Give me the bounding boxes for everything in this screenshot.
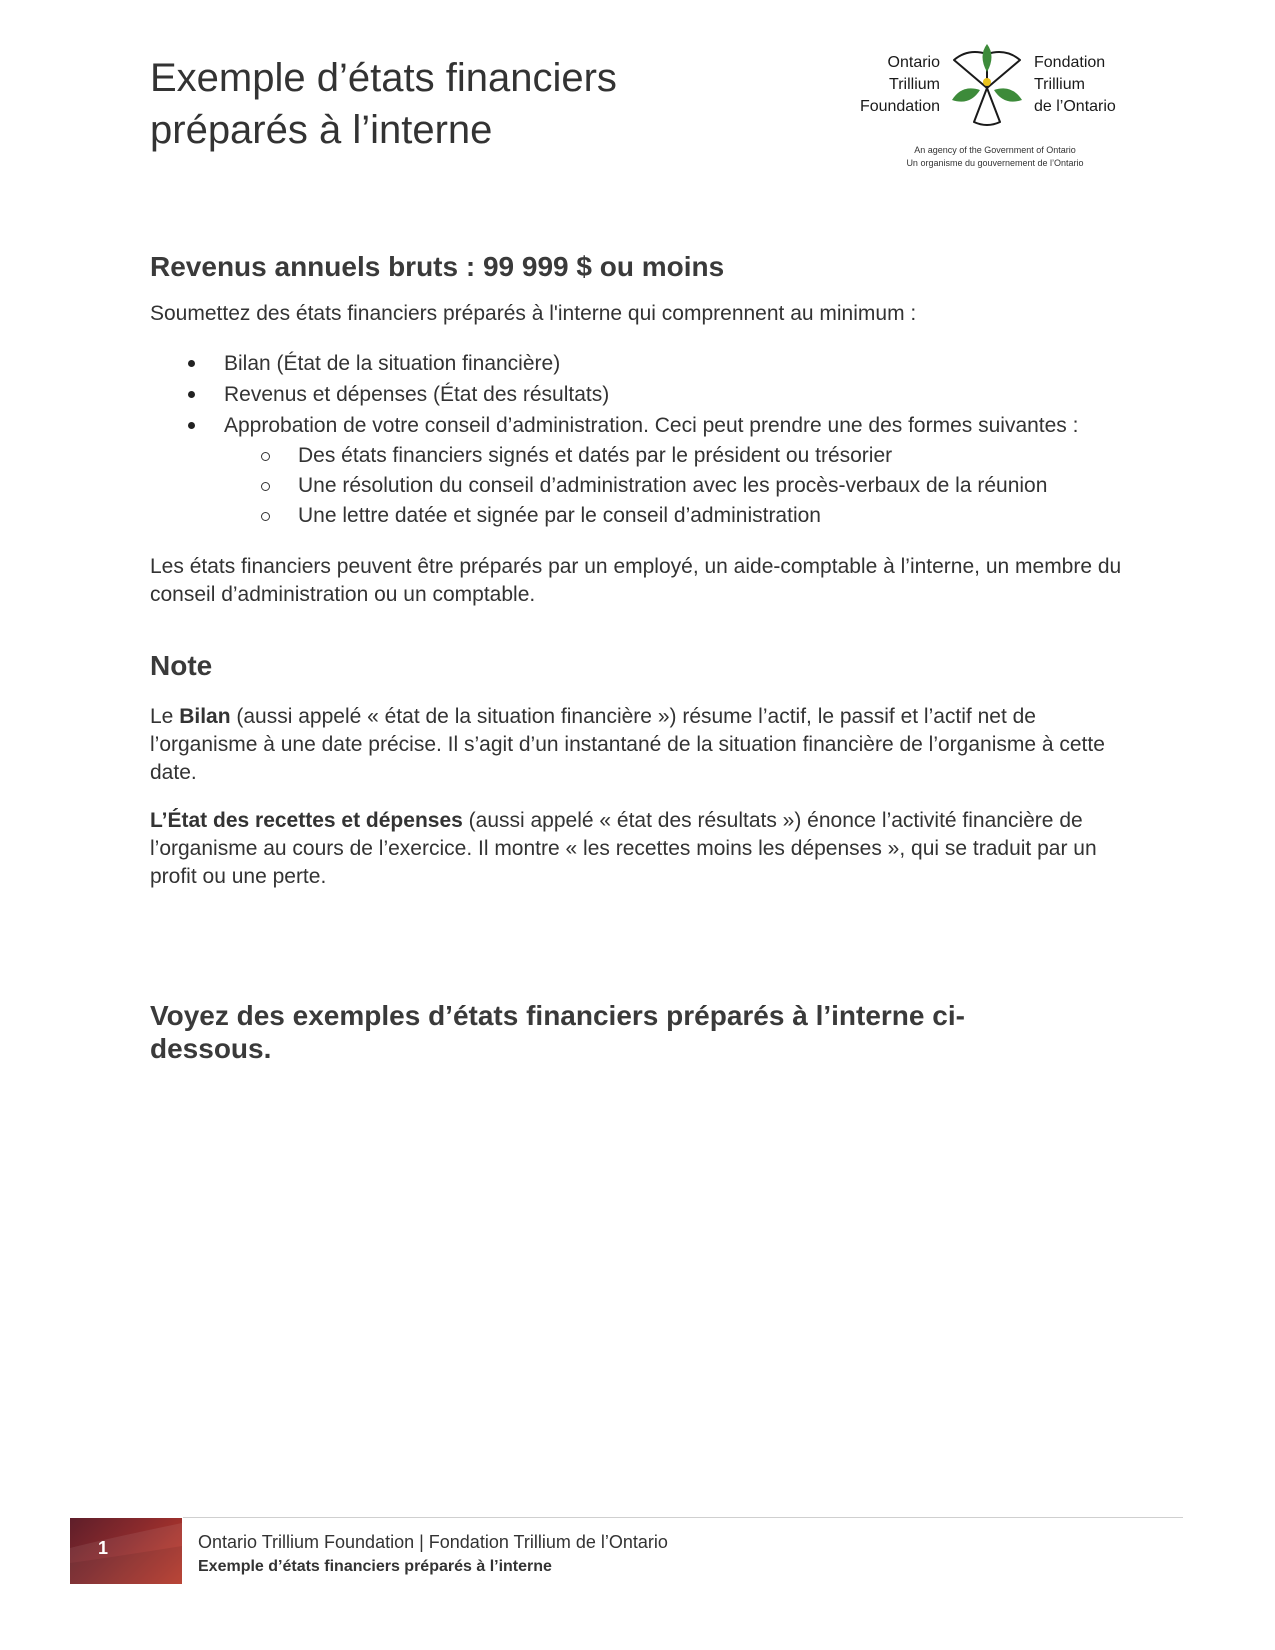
intro-paragraph: Soumettez des états financiers préparés à l'interne qui comprennent au minimum : — [150, 302, 917, 325]
approval-forms-list — [224, 441, 1130, 531]
agency-french: Un organisme du gouvernement de l’Ontario — [906, 158, 1084, 168]
bold-term: Bilan — [179, 705, 231, 728]
text-span: Le — [150, 705, 180, 728]
logo-text-french — [1034, 52, 1144, 118]
section-heading-revenue: Revenus annuels bruts : 99 999 $ ou moins — [150, 251, 725, 282]
text-span: (aussi appelé « état des résultats ») énonce l’activité financière de l’organisme au cours de l’exercice. Il montre « les recettes moins les dépenses », qui se traduit par un profit ou une perte. — [150, 809, 1097, 888]
list-item-text: Revenus et dépenses (État des résultats) — [224, 383, 610, 406]
logo-text-line: Trillium — [889, 76, 940, 93]
page-title-line1: Exemple d’états financiers — [150, 56, 617, 100]
circle-bullet-icon — [261, 512, 270, 521]
logo-text-line: Fondation — [1034, 54, 1106, 71]
logo-text-english — [840, 52, 940, 118]
leaf-top — [983, 44, 992, 72]
circle-bullet-icon — [261, 482, 270, 491]
bullet-icon — [188, 360, 195, 367]
circle-bullet-icon — [261, 452, 270, 461]
page-number: 1 — [98, 1538, 109, 1558]
text-span: (aussi appelé « état de la situation financière ») résume l’actif, le passif et l’actif net de l’organisme à une date précise. Il s’agit d’un instantané de la situation financière de l’organisme à cette date. — [150, 705, 1105, 784]
footer-graphic-icon — [70, 1518, 182, 1584]
requirements-list — [150, 348, 1130, 531]
list-item-text: Bilan (État de la situation financière) — [224, 352, 561, 375]
footer-page-badge — [70, 1518, 182, 1584]
footer-document-title: Exemple d’états financiers préparés à l’interne — [198, 1558, 552, 1575]
otf-logo — [840, 40, 1140, 180]
logo-text-line: de l’Ontario — [1034, 98, 1116, 115]
trillium-center — [983, 78, 991, 86]
logo-agency-text — [880, 144, 1110, 170]
sub-list-item-text: Des états financiers signés et datés par le président ou trésorier — [298, 444, 893, 467]
bullet-icon — [188, 422, 195, 429]
logo-text-line: Foundation — [859, 98, 940, 115]
footer-organization: Ontario Trillium Foundation | Fondation Trillium de l’Ontario — [198, 1532, 668, 1552]
bold-term: L’État des recettes et dépenses — [150, 809, 463, 832]
sub-list-item-text: Une résolution du conseil d’administration avec les procès-verbaux de la réunion — [298, 474, 1048, 497]
logo-text-line: Ontario — [887, 54, 940, 71]
bullet-icon — [188, 391, 195, 398]
footer-divider — [183, 1517, 1183, 1518]
sub-list-item — [224, 501, 1130, 531]
sub-list-item — [224, 471, 1130, 501]
list-item — [150, 379, 1130, 410]
agency-english: An agency of the Government of Ontario — [914, 145, 1076, 155]
leaf-left — [952, 88, 980, 101]
page-title — [150, 52, 670, 156]
sub-list-item — [224, 441, 1130, 471]
list-item — [150, 348, 1130, 379]
examples-heading: Voyez des exemples d’états financiers préparés à l’interne ci-dessous. — [150, 1000, 965, 1064]
list-item — [150, 410, 1130, 531]
note-heading: Note — [150, 650, 213, 681]
trillium-icon — [944, 42, 1030, 128]
logo-text-line: Trillium — [1034, 76, 1085, 93]
sub-list-item-text: Une lettre datée et signée par le conseil d’administration — [298, 504, 821, 527]
note-balance-sheet-paragraph — [150, 703, 1130, 787]
leaf-right — [994, 88, 1022, 101]
preparer-paragraph: Les états financiers peuvent être préparés par un employé, un aide-comptable à l’interne, un membre du conseil d’administration ou un comptable. — [150, 555, 1122, 606]
list-item-text: Approbation de votre conseil d’administration. Ceci peut prendre une des formes suivantes : — [224, 414, 1079, 437]
document-body — [150, 250, 1130, 1065]
note-income-statement-paragraph — [150, 807, 1130, 891]
page-title-line2: préparés à l’interne — [150, 108, 493, 152]
